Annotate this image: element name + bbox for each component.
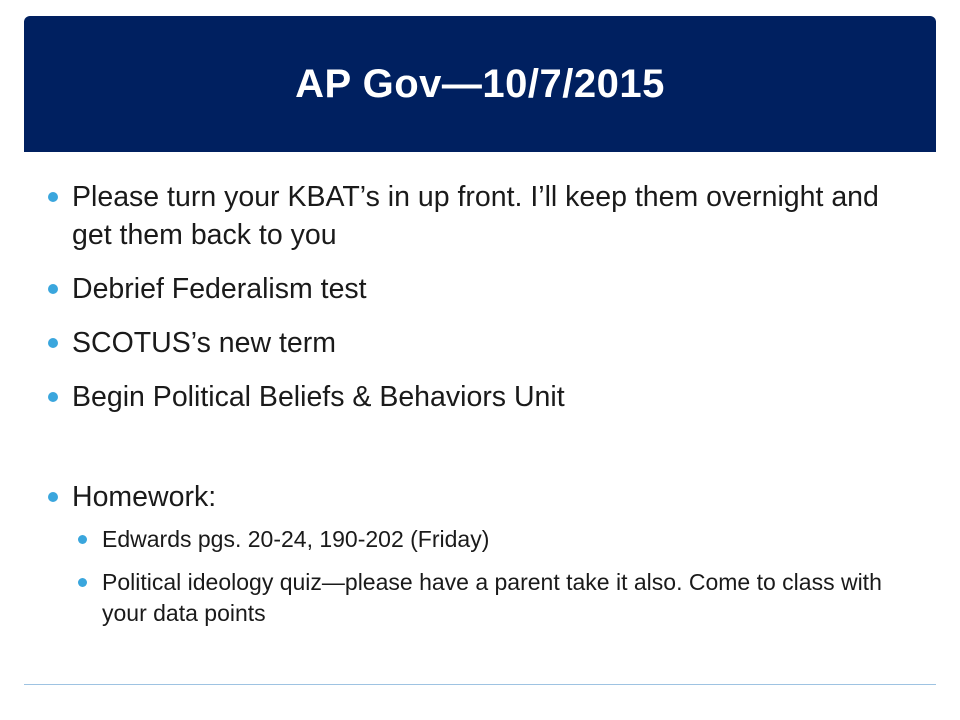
bullet-dot-icon bbox=[48, 338, 58, 348]
homework-subitem bbox=[78, 524, 908, 555]
bullet-dot-icon bbox=[48, 392, 58, 402]
bullet-text: Please turn your KBAT’s in up front. I’ll keep them overnight and get them back to you bbox=[72, 181, 879, 251]
bullet-list bbox=[48, 178, 908, 516]
homework-subitem-text: Political ideology quiz—please have a parent take it also. Come to class with your data points bbox=[102, 569, 882, 626]
bullet-item bbox=[48, 324, 908, 362]
bullet-dot-icon bbox=[48, 492, 58, 502]
homework-label: Homework: bbox=[72, 481, 217, 513]
sub-bullet-dot-icon bbox=[78, 535, 87, 544]
bullet-text: Debrief Federalism test bbox=[72, 273, 367, 305]
bullet-item bbox=[48, 178, 908, 254]
bullet-text: SCOTUS’s new term bbox=[72, 327, 336, 359]
title-bar bbox=[24, 16, 936, 152]
slide-content bbox=[48, 178, 908, 641]
bullet-text: Begin Political Beliefs & Behaviors Unit bbox=[72, 381, 565, 413]
homework-subitem bbox=[78, 567, 908, 629]
sub-bullet-dot-icon bbox=[78, 578, 87, 587]
homework-item bbox=[48, 478, 908, 516]
homework-subitem-text: Edwards pgs. 20-24, 190-202 (Friday) bbox=[102, 526, 490, 552]
bullet-dot-icon bbox=[48, 192, 58, 202]
bullet-item bbox=[48, 270, 908, 308]
slide-title: AP Gov—10/7/2015 bbox=[295, 61, 665, 106]
footer-divider bbox=[24, 684, 936, 685]
bullet-item bbox=[48, 378, 908, 416]
homework-list bbox=[48, 524, 908, 629]
bullet-dot-icon bbox=[48, 284, 58, 294]
